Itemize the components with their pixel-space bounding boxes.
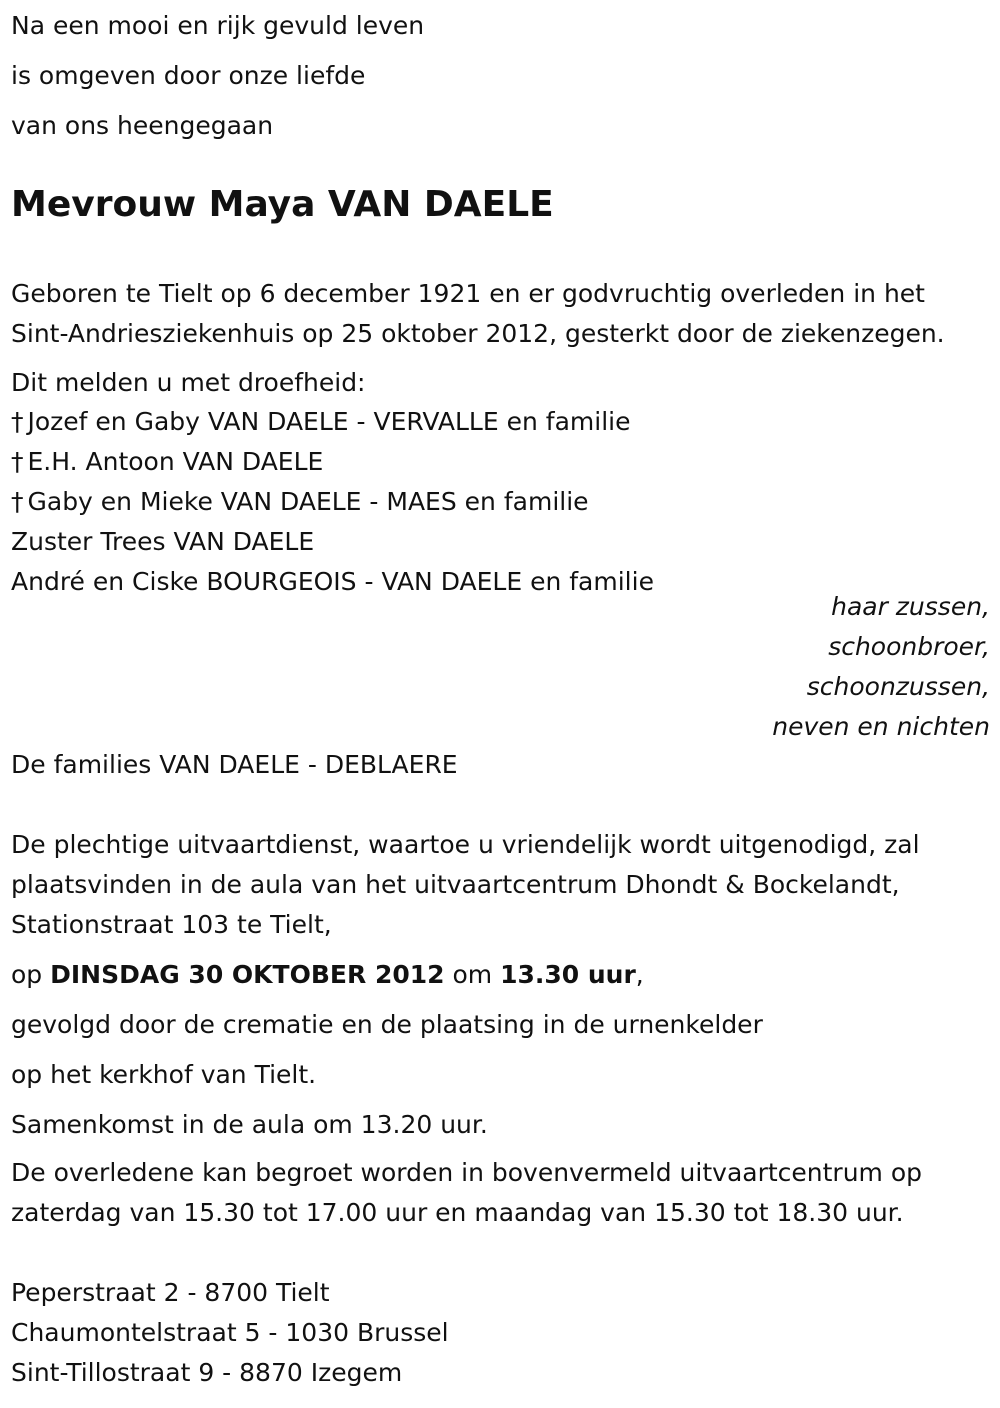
address-line: Chaumontelstraat 5 - 1030 Brussel bbox=[11, 1318, 449, 1347]
relative-name: Gaby en Mieke VAN DAELE - MAES en familie bbox=[27, 487, 589, 516]
cross-icon: † bbox=[11, 487, 24, 516]
address-line: Peperstraat 2 - 8700 Tielt bbox=[11, 1278, 330, 1307]
service-date: DINSDAG 30 OKTOBER 2012 bbox=[50, 960, 445, 989]
service-time: 13.30 uur bbox=[500, 960, 636, 989]
relative-item: André en Ciske BOURGEOIS - VAN DAELE en familie bbox=[11, 567, 654, 596]
relation-label: neven en nichten bbox=[772, 712, 990, 741]
birth-line: Sint-Andriesziekenhuis op 25 oktober 2012, gesterkt door de ziekenzegen. bbox=[11, 319, 945, 348]
relation-label: schoonzussen, bbox=[806, 672, 990, 701]
service-date-suffix: , bbox=[635, 960, 644, 989]
relation-label: schoonbroer, bbox=[828, 632, 990, 661]
relative-deceased-item bbox=[11, 409, 630, 434]
address-line: Sint-Tillostraat 9 - 8870 Izegem bbox=[11, 1358, 403, 1387]
relative-deceased-item bbox=[11, 449, 323, 474]
relative-name: E.H. Antoon VAN DAELE bbox=[27, 447, 324, 476]
visitation-line: De overledene kan begroet worden in bovenvermeld uitvaartcentrum op bbox=[11, 1158, 923, 1187]
cross-icon: † bbox=[11, 447, 24, 476]
relation-label: haar zussen, bbox=[831, 592, 990, 621]
gathering-line: Samenkomst in de aula om 13.20 uur. bbox=[11, 1110, 488, 1139]
intro-line: is omgeven door onze liefde bbox=[11, 61, 366, 90]
visitation-line: zaterdag van 15.30 tot 17.00 uur en maandag van 15.30 tot 18.30 uur. bbox=[11, 1198, 904, 1227]
announce-intro: Dit melden u met droefheid: bbox=[11, 368, 366, 397]
cremation-line: gevolgd door de crematie en de plaatsing in de urnenkelder bbox=[11, 1010, 763, 1039]
service-line: Stationstraat 103 te Tielt, bbox=[11, 910, 332, 939]
cremation-line: op het kerkhof van Tielt. bbox=[11, 1060, 317, 1089]
relative-deceased-item bbox=[11, 489, 589, 514]
cross-icon: † bbox=[11, 407, 24, 436]
service-line: De plechtige uitvaartdienst, waartoe u vriendelijk wordt uitgenodigd, zal bbox=[11, 830, 920, 859]
service-date-middle: om bbox=[444, 960, 501, 989]
relative-item: Zuster Trees VAN DAELE bbox=[11, 527, 315, 556]
intro-line: Na een mooi en rijk gevuld leven bbox=[11, 11, 425, 40]
service-line: plaatsvinden in de aula van het uitvaartcentrum Dhondt & Bockelandt, bbox=[11, 870, 900, 899]
relative-name: Jozef en Gaby VAN DAELE - VERVALLE en familie bbox=[27, 407, 631, 436]
birth-line: Geboren te Tielt op 6 december 1921 en er godvruchtig overleden in het bbox=[11, 279, 925, 308]
families-line: De families VAN DAELE - DEBLAERE bbox=[11, 750, 458, 779]
service-date-line bbox=[11, 962, 644, 987]
deceased-name: Mevrouw Maya VAN DAELE bbox=[11, 184, 554, 225]
intro-line: van ons heengegaan bbox=[11, 111, 274, 140]
service-date-prefix: op bbox=[11, 960, 51, 989]
